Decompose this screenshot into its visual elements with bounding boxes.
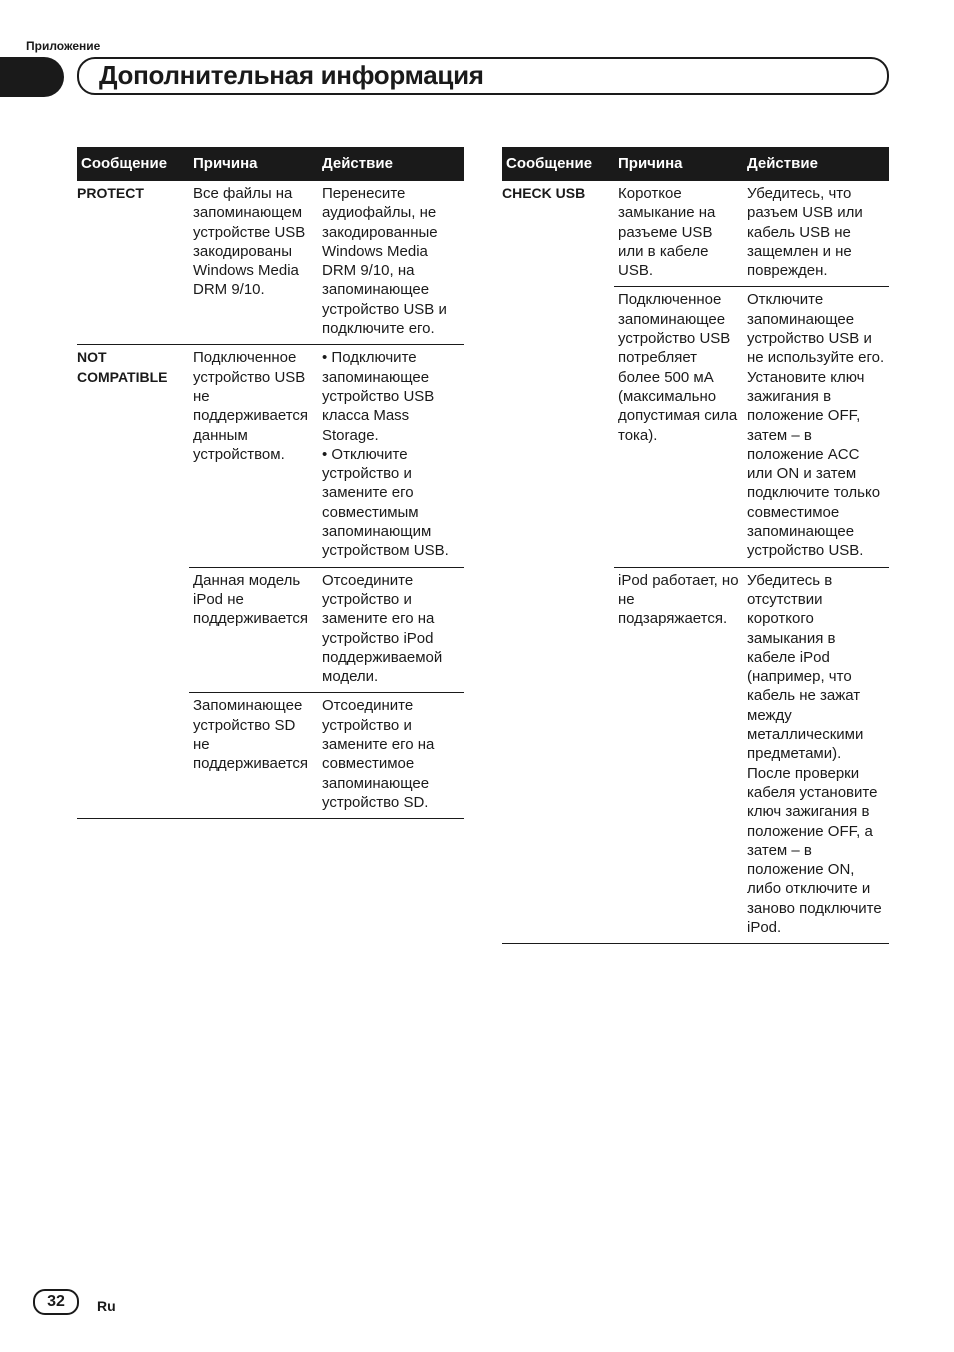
action-cell: Убедитесь в отсутствии короткого замыкания в кабеле iPod (например, что кабель не зажат между металлическими предметами). После проверки кабеля установите ключ зажигания в положение OFF, а затем – в положение ON, либо отключите и заново подключите iPod. (743, 567, 889, 944)
table-row (77, 693, 464, 819)
header-cause: Причина (614, 147, 743, 181)
cause-cell: Данная модель iPod не поддерживается (189, 567, 318, 693)
section-label: Приложение (26, 39, 101, 53)
table-row (77, 181, 464, 345)
message-cell: NOT COMPATIBLE (77, 349, 168, 385)
title-box (77, 57, 889, 95)
table-row (77, 567, 464, 693)
table-row (77, 345, 464, 567)
action-cell: Отключите запоминающее устройство USB и не используйте его. Установите ключ зажигания в положение OFF, затем – в положение ACC или ON и затем подключите только совместимое запоминающее устройство USB. (743, 287, 889, 567)
header-message: Сообщение (77, 147, 189, 181)
header-cause: Причина (189, 147, 318, 181)
page-number: 32 (33, 1289, 79, 1315)
message-cell (502, 567, 614, 944)
action-cell: Перенесите аудиофайлы, не закодированные Windows Media DRM 9/10, на запоминающее устройство USB и подключите его. (318, 181, 464, 345)
message-cell (77, 567, 189, 693)
left-message-table (77, 147, 464, 819)
title-tab-decoration (0, 57, 64, 97)
header-message: Сообщение (502, 147, 614, 181)
table-row (502, 287, 889, 567)
cause-cell: iPod работает, но не подзаряжается. (614, 567, 743, 944)
language-code: Ru (97, 1298, 116, 1314)
table-header-row (77, 147, 464, 181)
message-cell (502, 287, 614, 567)
table-header-row (502, 147, 889, 181)
message-cell: CHECK USB (502, 185, 586, 201)
header-action: Действие (743, 147, 889, 181)
page-title: Дополнительная информация (99, 60, 484, 90)
table-row (502, 567, 889, 944)
cause-cell: Все файлы на запоминающем устройстве USB закодированы Windows Media DRM 9/10. (189, 181, 318, 345)
message-cell: PROTECT (77, 181, 189, 345)
right-message-table (502, 147, 889, 944)
cause-cell: Подключенное запоминающее устройство USB потребляет более 500 мА (максимально допустимая сила тока). (614, 287, 743, 567)
header-action: Действие (318, 147, 464, 181)
cause-cell: Короткое замыкание на разъеме USB или в кабеле USB. (614, 181, 743, 287)
table-row (502, 181, 889, 287)
action-cell: • Подключите запоминающее устройство USB класса Mass Storage. • Отключите устройство и замените его совместимым запоминающим устройством USB. (318, 345, 464, 567)
action-cell: Отсоедините устройство и замените его на совместимое запоминающее устройство SD. (318, 693, 464, 819)
action-cell: Убедитесь, что разъем USB или кабель USB не защемлен и не поврежден. (743, 181, 889, 287)
message-cell (77, 693, 189, 819)
cause-cell: Подключенное устройство USB не поддерживается данным устройством. (189, 345, 318, 567)
cause-cell: Запоминающее устройство SD не поддерживается (189, 693, 318, 819)
action-cell: Отсоедините устройство и замените его на устройство iPod поддерживаемой модели. (318, 567, 464, 693)
